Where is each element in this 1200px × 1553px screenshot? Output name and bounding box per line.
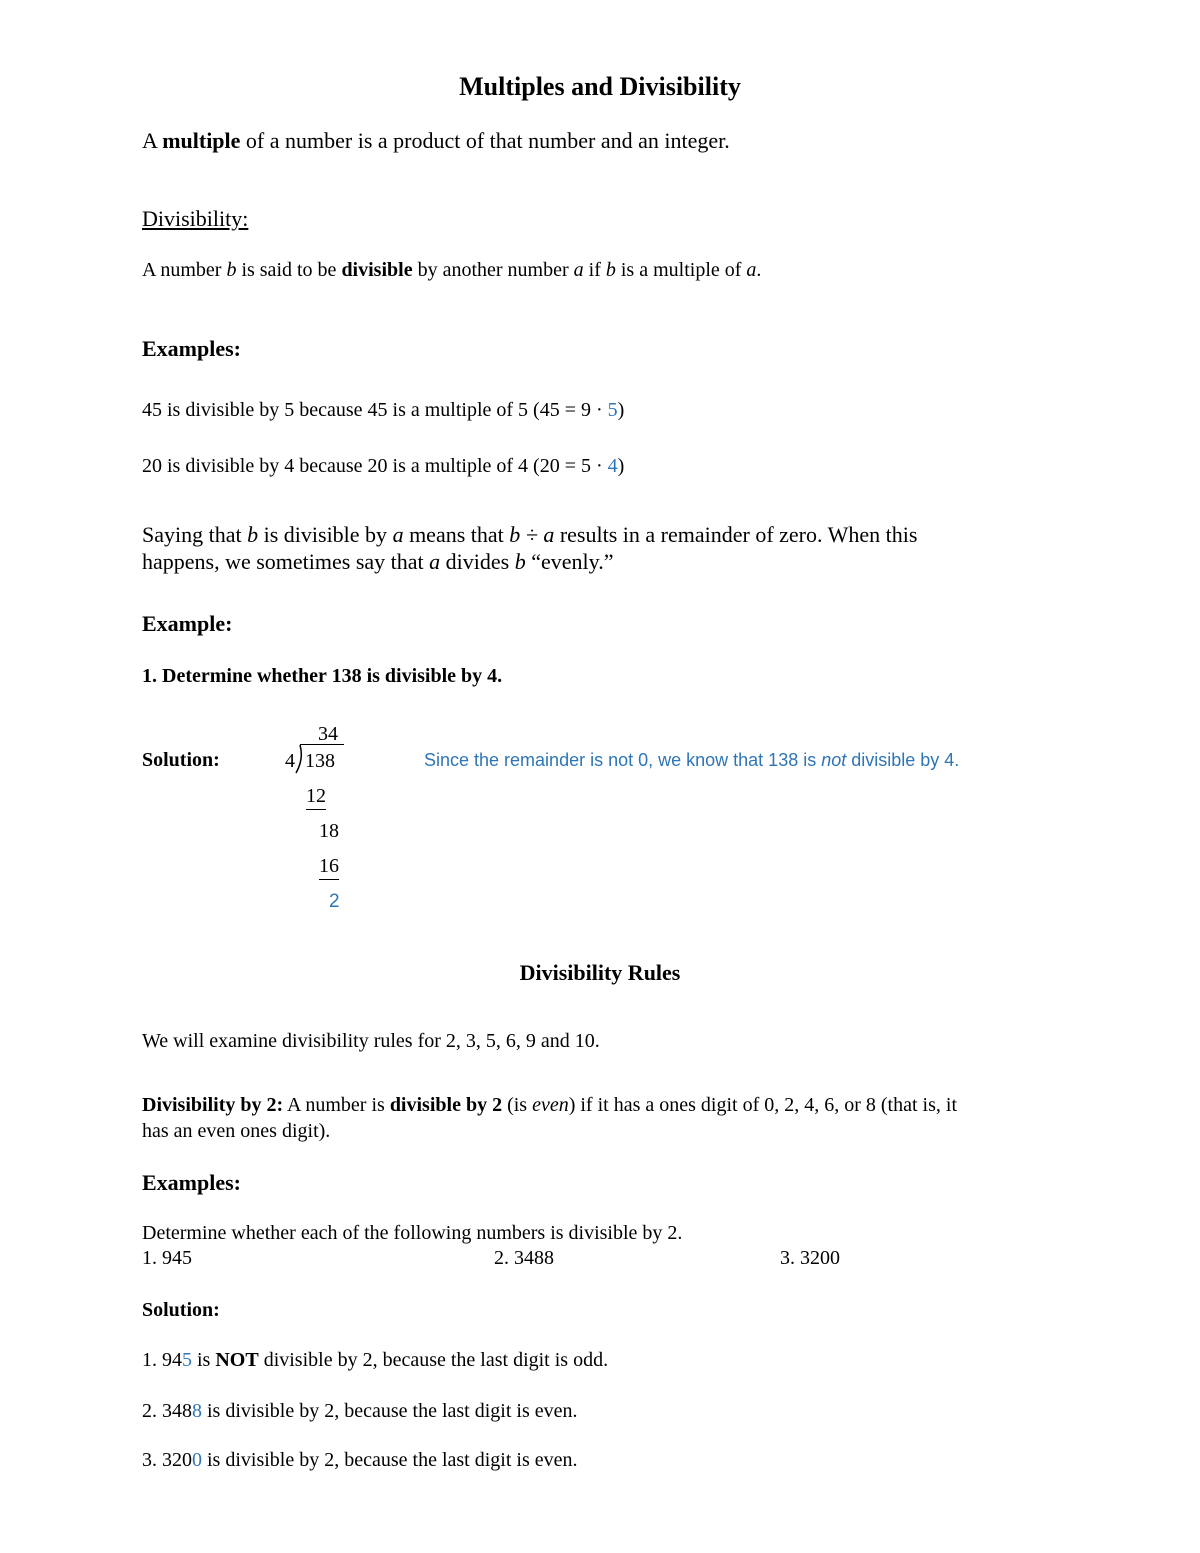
division-bracket <box>293 744 303 774</box>
step-12: 12 <box>306 785 326 810</box>
examples-heading-2: Examples: <box>142 1170 241 1195</box>
solution-3: 3. 3200 is divisible by 2, because the last digit is even. <box>142 1449 578 1471</box>
task-item-2: 2. 3488 <box>494 1247 554 1269</box>
rules-intro: We will examine divisibility rules for 2, 3, 5, 6, 9 and 10. <box>142 1030 600 1052</box>
divisibility-rules-heading: Divisibility Rules <box>519 960 681 985</box>
divisible-definition: A number b is said to be divisible by another number a if b is a multiple of a. <box>142 259 762 281</box>
dividend: 138 <box>305 750 335 772</box>
solution-label: Solution: <box>142 749 220 771</box>
page-title: Multiples and Divisibility <box>459 72 741 101</box>
solution-1: 1. 945 is NOT divisible by 2, because the last digit is odd. <box>142 1349 609 1371</box>
rule-2-label: Divisibility by 2: <box>142 1094 284 1116</box>
task-text: Determine whether each of the following numbers is divisible by 2. <box>142 1222 683 1244</box>
solution-2: 2. 3488 is divisible by 2, because the last digit is even. <box>142 1400 578 1422</box>
saying-line-1: Saying that b is divisible by a means that b ÷ a results in a remainder of zero. When this <box>142 522 918 547</box>
multiple-term: multiple <box>162 128 241 153</box>
quotient: 34 <box>318 723 338 745</box>
example-20: 20 is divisible by 4 because 20 is a multiple of 4 (20 = 5 · 4) <box>142 455 625 477</box>
problem-1: 1. Determine whether 138 is divisible by 4. <box>142 665 503 687</box>
step-18: 18 <box>319 820 339 842</box>
examples-heading: Examples: <box>142 336 241 361</box>
task-item-1: 1. 945 <box>142 1247 192 1269</box>
task-item-3: 3. 3200 <box>780 1247 840 1269</box>
solution-heading: Solution: <box>142 1299 220 1321</box>
rule-2-line-1: Divisibility by 2: A number is divisible by 2 (is even) if it has a ones digit of 0, 2, 4, 6, or 8 (that is, it <box>142 1094 957 1116</box>
saying-line-2: happens, we sometimes say that a divides b “evenly.” <box>142 549 614 574</box>
example-heading: Example: <box>142 611 233 636</box>
divisibility-heading: Divisibility: <box>142 206 249 231</box>
divisor: 4 <box>285 750 295 772</box>
example-45: 45 is divisible by 5 because 45 is a multiple of 5 (45 = 9 · 5) <box>142 399 625 421</box>
division-bar <box>300 744 344 745</box>
multiple-definition: A multiple of a number is a product of that number and an integer. <box>142 128 730 153</box>
step-16: 16 <box>319 855 339 880</box>
remainder-note: Since the remainder is not 0, we know that 138 is not divisible by 4. <box>424 750 960 770</box>
remainder: 2 <box>329 891 340 912</box>
rule-2-line-2: has an even ones digit). <box>142 1120 331 1142</box>
